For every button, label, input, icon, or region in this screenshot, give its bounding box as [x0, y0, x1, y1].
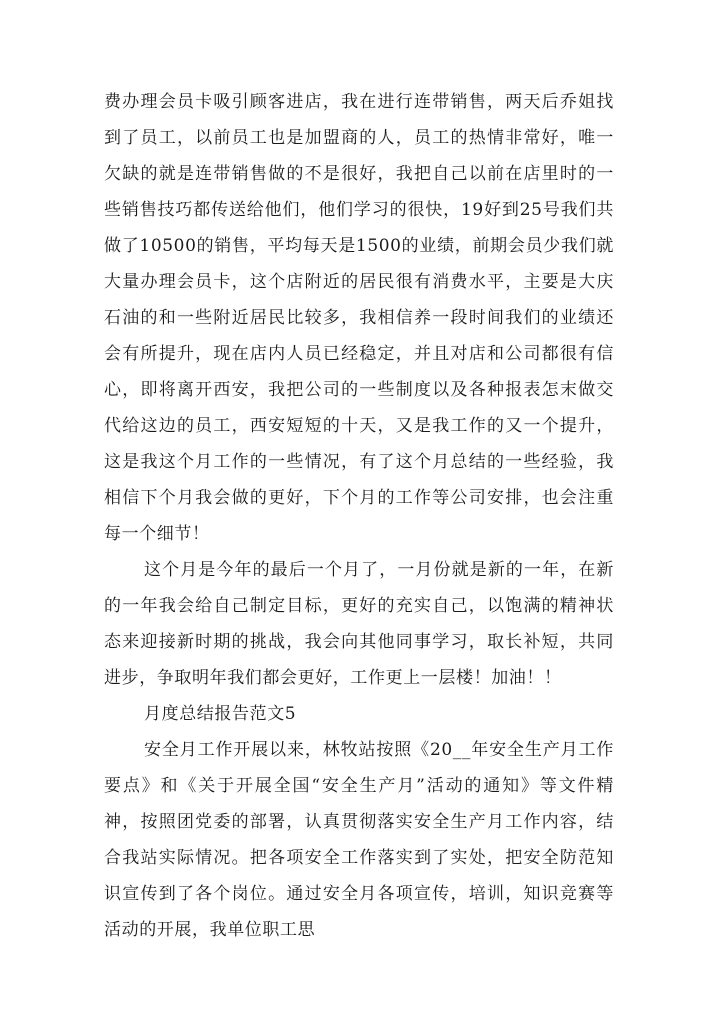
paragraph-new-year-goals: 这个月是今年的最后一个月了，一月份就是新的一年，在新的一年我会给自己制定目标，更好的充实自己，以饱满的精神状态来迎接新时期的挑战，我会向其他同事学习，取长补短，共同进步，争取明年我们都会更好，工作更上一层楼！加油！！ — [104, 560, 614, 688]
section-heading: 月度总结报告范文5 — [144, 704, 297, 724]
document-body — [104, 84, 614, 948]
paragraph-safety-month: 安全月工作开展以来，林牧站按照《20__年安全生产月工作要点》和《关于开展全国“安全生产月”活动的通知》等文件精神，按照团党委的部署，认真贯彻落实安全生产月工作内容，结合我站实际情况。把各项安全工作落实到了实处，把安全防范知识宣传到了各个岗位。通过安全月各项宣传，培训，知识竞赛等活动的开展，我单位职工思 — [104, 740, 614, 940]
paragraph-sales-report: 费办理会员卡吸引顾客进店，我在进行连带销售，两天后乔姐找到了员工，以前员工也是加盟商的人，员工的热情非常好，唯一欠缺的就是连带销售做的不是很好，我把自己以前在店里时的一些销售技巧都传送给他们，他们学习的很快，19好到25号我们共做了10500的销售，平均每天是1500的业绩，前期会员少我们就大量办理会员卡，这个店附近的居民很有消费水平，主要是大庆石油的和一些附近居民比较多，我相信养一段时间我们的业绩还会有所提升，现在店内人员已经稳定，并且对店和公司都很有信心，即将离开西安，我把公司的一些制度以及各种报表怎末做交代给这边的员工，西安短短的十天，又是我工作的又一个提升，这是我这个月工作的一些情况，有了这个月总结的一些经验，我相信下个月我会做的更好，下个月的工作等公司安排，也会注重每一个细节！ — [104, 92, 614, 544]
